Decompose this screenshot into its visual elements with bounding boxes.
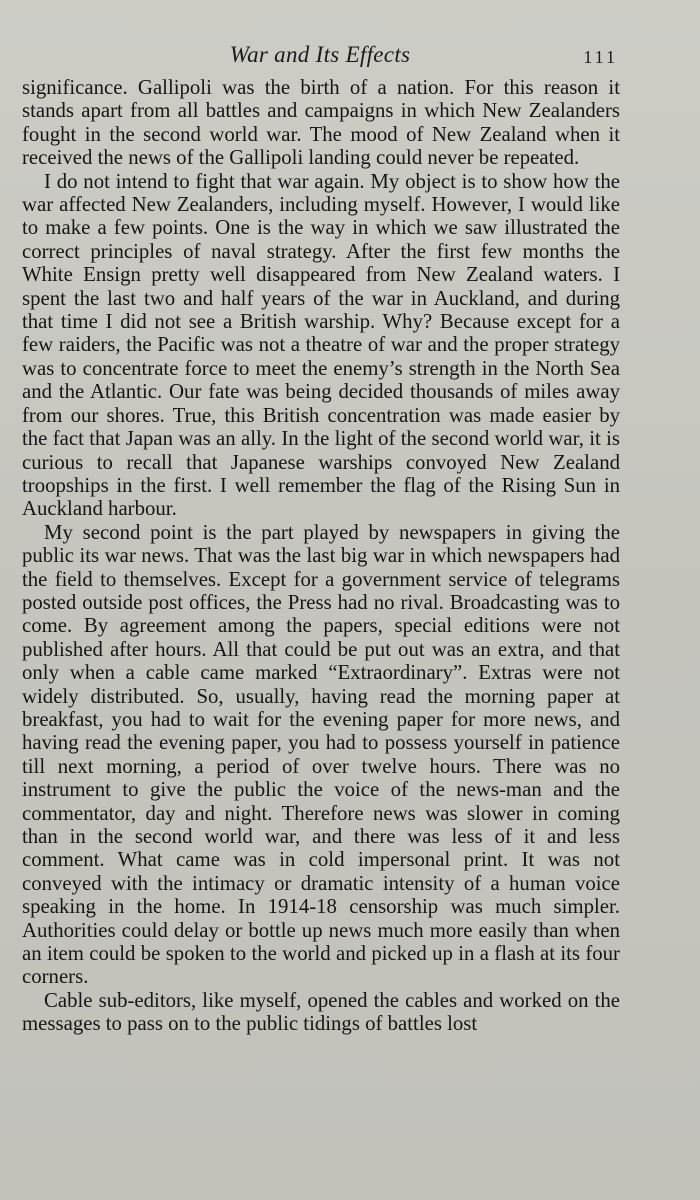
paragraph-3: My second point is the part played by newspapers in giving the public its war news. That was the last big war in which newspapers had the field to themselves. Except for a government service of telegrams posted outside post offices, the Press had no rival. Broadcasting was to come. By agreement among the papers, special editions were not published after hours. All that could be put out was an extra, and that only when a cable came marked “Extraordinary”. Extras were not widely distributed. So, usually, having read the morning paper at breakfast, you had to wait for the evening paper for more news, and having read the evening paper, you had to possess yourself in patience till next morning, a period of over twelve hours. There was no instrument to give the public the voice of the news-man and the commentator, day and night. Therefore news was slower in coming than in the second world war, and there was less of it and less comment. What came was in cold impersonal print. It was not conveyed with the intimacy or dramatic intensity of a human voice speaking in the home. In 1914-18 censorship was much simpler. Authorities could delay or bottle up news much more easily than when an item could be spoken to the world and picked up in a flash at its four corners. bbox=[22, 520, 620, 989]
paragraph-4: Cable sub-editors, like myself, opened the cables and worked on the messages to pass on to the public tidings of battles lost bbox=[22, 988, 620, 1036]
page-header bbox=[0, 40, 700, 70]
paragraph-2: I do not intend to fight that war again. My object is to show how the war affected New Zealanders, including myself. However, I would like to make a few points. One is the way in which we saw illustrated the correct principles of naval strategy. After the first few months the White Ensign pretty well disappeared from New Zealand waters. I spent the last two and half years of the war in Auckland, and during that time I did not see a British warship. Why? Because except for a few raiders, the Pacific was not a theatre of war and the proper strategy was to concentrate force to meet the enemy’s strength in the North Sea and the Atlantic. Our fate was being decided thousands of miles away from our shores. True, this British concentration was made easier by the fact that Japan was an ally. In the light of the second world war, it is curious to recall that Japanese warships convoyed New Zealand troopships in the first. I well remember the flag of the Rising Sun in Auckland harbour. bbox=[22, 169, 620, 521]
paragraph-1: significance. Gallipoli was the birth of a nation. For this reason it stands apart from all battles and campaigns in which New Zealanders fought in the second world war. The mood of New Zealand when it received the news of the Gallipoli landing could never be repeated. bbox=[22, 76, 620, 170]
page-number: 111 bbox=[583, 47, 618, 67]
running-title: War and Its Effects bbox=[229, 42, 411, 67]
body-text bbox=[22, 76, 620, 1036]
